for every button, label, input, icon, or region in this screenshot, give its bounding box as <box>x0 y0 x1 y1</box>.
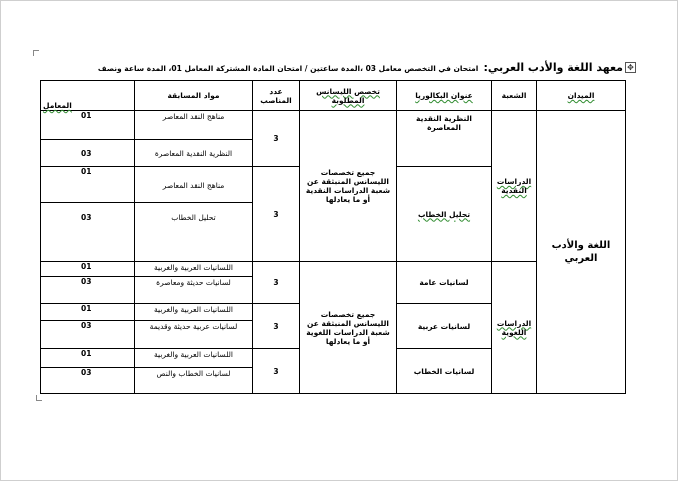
header-coefficient: المعامل <box>41 81 135 111</box>
field-cell: اللغة والأدب العربي <box>537 111 626 394</box>
subject-cell: لسانيات الخطاب والنص <box>135 368 253 394</box>
crop-mark-top <box>33 50 39 56</box>
branch-cell-linguistic: الدراسات اللغوية <box>492 262 537 394</box>
header-bac-specialty: تخصص الليسانس المطلوبة <box>300 81 397 111</box>
subject-cell: اللسانيات العربية والغربية <box>135 304 253 321</box>
header-field: الميدان <box>537 81 626 111</box>
specialty-cell-linguistic: جميع تخصصات الليسانس المنبثقة عن شعبة الدراسات اللغوية أو ما يعادلها <box>300 262 397 394</box>
positions-cell: 3 <box>253 349 300 394</box>
subject-cell: مناهج النقد المعاصر <box>135 167 253 203</box>
title-main: معهد اللغة والأدب العربي: <box>483 61 623 74</box>
table-row <box>41 111 626 140</box>
bac-title-cell: لسانيات عربية <box>397 304 492 349</box>
coef-cell: 01 <box>41 349 135 368</box>
positions-cell: 3 <box>253 262 300 304</box>
coef-cell: 03 <box>41 140 135 167</box>
subject-cell: اللسانيات العربية والغربية <box>135 262 253 277</box>
coef-cell: 01 <box>41 111 135 140</box>
coef-cell: 03 <box>41 203 135 262</box>
header-row <box>41 81 626 111</box>
bac-title-cell: لسانيات الخطاب <box>397 349 492 394</box>
coef-cell: 03 <box>41 321 135 349</box>
bac-title-cell: لسانيات عامة <box>397 262 492 304</box>
title-sub: امتحان في التخصص معامل 03 ،المدة ساعتين / امتحان المادة المشتركة المعامل 01، المدة ساعة ونصف <box>97 64 479 73</box>
bac-title-cell: النظرية النقدية المعاصرة <box>397 111 492 167</box>
header-branch: الشعبة <box>492 81 537 111</box>
coef-cell: 03 <box>41 277 135 304</box>
crop-mark-bottom <box>36 395 42 401</box>
coef-cell: 03 <box>41 368 135 394</box>
subject-cell: مناهج النقد المعاصر <box>135 111 253 140</box>
bac-title-cell: تحليل الخطاب <box>397 167 492 262</box>
subject-cell: اللسانيات العربية والغربية <box>135 349 253 368</box>
branch-cell-critical: الدراسات النقدية <box>492 111 537 262</box>
header-subjects: مواد المسابقة <box>135 81 253 111</box>
document-title <box>40 56 623 75</box>
subject-cell: تحليل الخطاب <box>135 203 253 262</box>
coef-cell: 01 <box>41 262 135 277</box>
header-bac-title: عنوان البكالوريا <box>397 81 492 111</box>
subject-cell: لسانيات عربية حديثة وقديمة <box>135 321 253 349</box>
positions-cell: 3 <box>253 167 300 262</box>
exam-table <box>40 80 626 394</box>
header-positions: عدد المناصب <box>253 81 300 111</box>
table-move-handle-icon[interactable]: ✥ <box>625 62 636 73</box>
subject-cell: لسانيات حديثة ومعاصرة <box>135 277 253 304</box>
coef-cell: 01 <box>41 304 135 321</box>
positions-cell: 3 <box>253 111 300 167</box>
specialty-cell-critical: جميع تخصصات الليسانس المنبثقة عن شعبة الدراسات النقدية أو ما يعادلها <box>300 111 397 262</box>
coef-cell: 01 <box>41 167 135 203</box>
positions-cell: 3 <box>253 304 300 349</box>
subject-cell: النظرية النقدية المعاصرة <box>135 140 253 167</box>
